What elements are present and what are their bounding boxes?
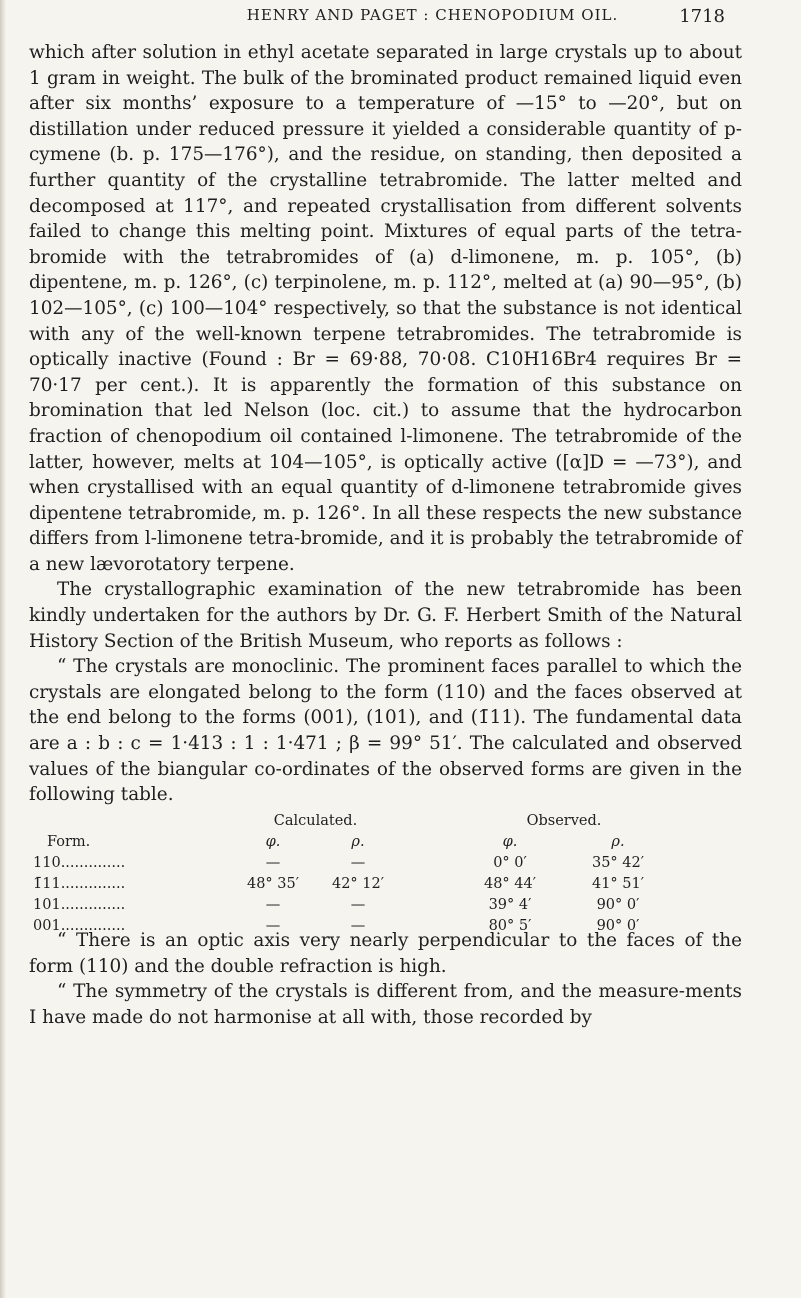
calc-phi-cell: — (265, 918, 281, 934)
calc-rho-cell: — (350, 918, 366, 934)
calc-rho-cell: 42° 12′ (331, 876, 385, 892)
paragraph-5: “ The symmetry of the crystals is different from, and the measure-ments I have made do not harmonise at all with, those recorded by (29, 981, 742, 1028)
table-group-header-row (33, 811, 733, 832)
form-value: 110 (33, 855, 61, 871)
paragraph-2: The crystallographic examination of the new tetrabromide has been kindly undertaken for the authors by Dr. G. F. Herbert Smith of the Natural History Section of the British Museum, who reports as follows : (29, 579, 742, 652)
closing-text (29, 928, 742, 1030)
form-cell: 101.............. (33, 897, 126, 913)
obs-phi-cell: 80° 5′ (488, 918, 532, 934)
body-text (29, 40, 742, 808)
form-value: 001 (33, 918, 61, 934)
obs-rho-cell: 90° 0′ (596, 897, 640, 913)
calc-phi-header: φ. (265, 834, 281, 850)
form-value: 101 (33, 897, 61, 913)
form-cell: 110.............. (33, 855, 126, 871)
obs-rho-header: ρ. (611, 834, 625, 850)
table-row (33, 853, 733, 874)
form-cell: 001.............. (33, 918, 126, 934)
obs-phi-header: φ. (502, 834, 518, 850)
calc-rho-cell: — (350, 897, 366, 913)
table-column-header-row (33, 832, 733, 853)
calculated-header: Calculated. (273, 813, 358, 829)
paragraph-1: which after solution in ethyl acetate separated in large crystals up to about 1 gram in weight. The bulk of the brominated product remained liquid even after six months’ exposure to a temperature of —15° to —20°, but on distillation under reduced pressure it yielded a considerable quantity of p-cymene (b. p. 175—176°), and the residue, on standing, then deposited a further quantity of the crystalline tetrabromide. The latter melted and decomposed at 117°, and repeated crystallisation from different solvents failed to change this melting point. Mixtures of equal parts of the tetra-bromide with the tetrabromides of (a) d-limonene, m. p. 105°, (b) dipentene, m. p. 126°, (c) terpinolene, m. p. 112°, melted at (a) 90—95°, (b) 102—105°, (c) 100—104° respectively, so that the substance is not identical with any of the well-known terpene tetrabromides. The tetrabromide is optically inactive (Found : Br = 69·88, 70·08. C10H16Br4 requires Br = 70·17 per cent.). It is apparently the formation of this substance on bromination that led Nelson (loc. cit.) to assume that the hydrocarbon fraction of chenopodium oil contained l-limonene. The tetrabromide of the latter, however, melts at 104—105°, is optically active ([α]D = —73°), and when crystallised with an equal quantity of d-limonene tetrabromide gives dipentene tetrabromide, m. p. 126°. In all these respects the new substance differs from l-limonene tetra-bromide, and it is probably the tetrabromide of a new lævorotatory terpene. (29, 42, 742, 575)
table-row (33, 874, 733, 895)
page-number: 1718 (679, 6, 725, 27)
page-edge-shadow (0, 0, 6, 1298)
running-header (140, 6, 725, 30)
obs-phi-cell: 39° 4′ (488, 897, 532, 913)
form-value: 1̄11 (33, 876, 61, 892)
calc-rho-cell: — (350, 855, 366, 871)
form-column-header: Form. (47, 834, 91, 850)
paragraph-3: “ The crystals are monoclinic. The prominent faces parallel to which the crystals are elongated belong to the form (110) and the faces observed at the end belong to the forms (001), (101), and (1̄11). The fundamental data are a : b : c = 1·413 : 1 : 1·471 ; β = 99° 51′. The calculated and observed values of the biangular co-ordinates of the observed forms are given in the following table. (29, 656, 742, 806)
obs-rho-cell: 90° 0′ (596, 918, 640, 934)
obs-rho-cell: 35° 42′ (591, 855, 645, 871)
coordinates-table (33, 811, 733, 937)
obs-rho-cell: 41° 51′ (591, 876, 645, 892)
observed-header: Observed. (526, 813, 602, 829)
obs-phi-cell: 0° 0′ (493, 855, 527, 871)
calc-phi-cell: — (265, 897, 281, 913)
paragraph-4: “ There is an optic axis very nearly perpendicular to the faces of the form (110) and the double refraction is high. (29, 930, 742, 977)
calc-phi-cell: — (265, 855, 281, 871)
calc-rho-header: ρ. (351, 834, 365, 850)
table-row (33, 895, 733, 916)
obs-phi-cell: 48° 44′ (483, 876, 537, 892)
running-title: HENRY AND PAGET : CHENOPODIUM OIL. (246, 6, 619, 24)
calc-phi-cell: 48° 35′ (246, 876, 300, 892)
form-cell: 1̄11.............. (33, 876, 126, 892)
